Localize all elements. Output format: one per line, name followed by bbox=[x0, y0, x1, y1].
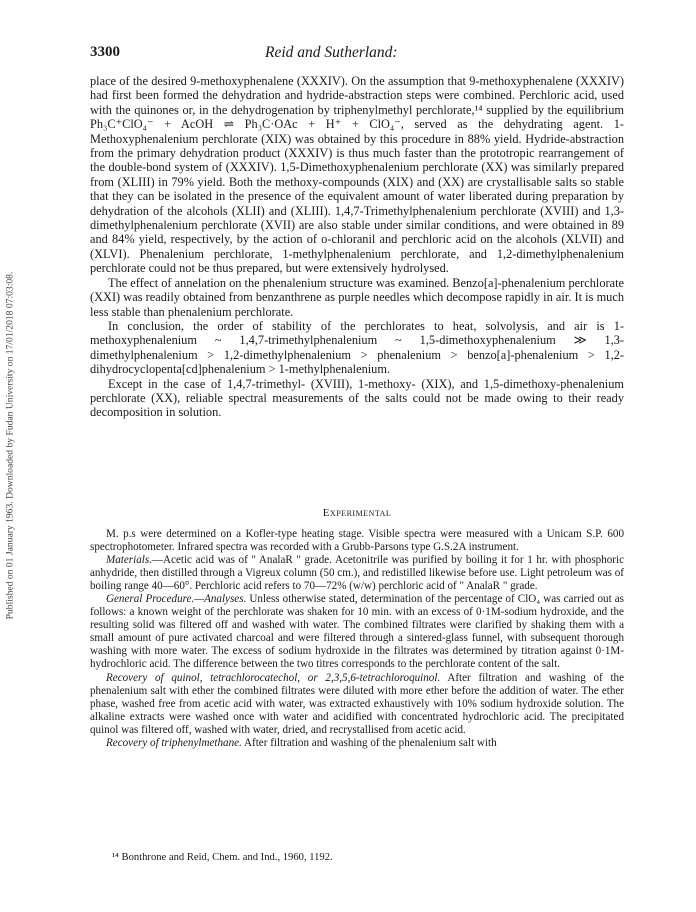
running-title: Reid and Sutherland: bbox=[265, 44, 398, 61]
section-heading: Experimental bbox=[322, 507, 392, 519]
page-header bbox=[90, 44, 625, 66]
paragraph-lead: General Procedure.—Analyses. bbox=[106, 593, 247, 606]
paragraph-body: After filtration and washing of the phenalenium salt with ether the combined filtrates were diluted with more ether before the addition of water. The ether phase, washed free from acetic acid with water, was extracted exhaustively with 10% sodium hydroxide solution. The alkaline extracts were washed once with water and acidified with concentrated hydrochloric acid. The precipitated quinol was filtered off, washed with water, dried, and recrystallised from acetic acid. bbox=[90, 671, 624, 736]
experimental-paragraph bbox=[90, 737, 624, 750]
paragraph-lead: Recovery of quinol, tetrachlorocatechol, or 2,3,5,6-tetrachloroquinol. bbox=[106, 671, 441, 684]
experimental-paragraph bbox=[90, 528, 624, 554]
experimental-section bbox=[90, 528, 624, 750]
paragraph-body: After filtration and washing of the phenalenium salt with bbox=[241, 736, 497, 749]
paragraph-body: —Acetic acid was of " AnalaR " grade. Acetonitrile was purified by boiling it for 1 hr. with phosphoric anhydride, then distilled through a Vigreux column (50 cm.), and redistilled likewise before use. Light petroleum was of boiling range 40—60°. Perchloric acid refers to 70—72% (w/w) perchloric acid of " AnalaR " grade. bbox=[90, 554, 624, 593]
paragraph: place of the desired 9-methoxyphenalene (XXXIV). On the assumption that 9-methoxyphenalene (XXXIV) had first been formed the dehydration and hydride-abstraction steps were combined. Perchloric acid, used with the quinones or, in the dehydrogenation by triphenylmethyl perchlorate,¹⁴ supplied by the equilibrium Ph₃C⁺ClO₄⁻ + AcOH ⇌ Ph₃C·OAc + H⁺ + ClO₄⁻, served as the dehydrating agent. 1-Methoxyphenalenium perchlorate (XIX) was obtained by this procedure in 88% yield. Hydride-abstraction from the primary dehydration product (XXXIV) is thus much faster than the prototropic rearrangement of the double-bond system of (XXXIV). 1,5-Dimethoxyphenalenium perchlorate (XX) was similarly prepared from (XLIII) in 79% yield. Both the methoxy-compounds (XIX) and (XX) are crystallisable salts so stable that they can be isolated in the presence of the equivalent amount of water liberated during preparation by dehydration of the alcohols (XLII) and (XLIII). 1,4,7-Trimethylphenalenium perchlorate (XVIII) and 1,3-dimethylphenalenium perchlorate (XVII) are also stable under similar conditions, and were obtained in 89 and 84% yield, respectively, by the action of o-chloranil and perchloric acid on the alcohols (XLVII) and (XLVI). Phenalenium perchlorate, 1-methylphenalenium perchlorate, and 1,2-dimethylphenalenium perchlorate could not be thus prepared, but were extensively hydrolysed. bbox=[90, 74, 624, 276]
main-text bbox=[90, 74, 624, 420]
download-watermark: Published on 01 January 1963. Downloaded by Fudan University on 17/01/2018 07:03:08. bbox=[4, 271, 16, 620]
page-number: 3300 bbox=[90, 44, 120, 60]
paragraph: Except in the case of 1,4,7-trimethyl- (XVIII), 1-methoxy- (XIX), and 1,5-dimethoxy-phenalenium perchlorate (XX), reliable spectral measurements of the salts could not be made owing to their ready decomposition in solution. bbox=[90, 376, 624, 420]
paragraph: In conclusion, the order of stability of the perchlorates to heat, solvolysis, and air is 1-methoxyphenalenium ~ 1,4,7-trimethylphenalenium ~ 1,5-dimethoxyphenalenium ≫ 1,3-dimethylphenalenium > 1,2-dimethylphenalenium > phenalenium > benzo[a]-phenalenium > 1,2-dihydrocyclopenta[cd]phenalenium > 1-methylphenalenium. bbox=[90, 318, 624, 377]
paragraph: The effect of annelation on the phenalenium structure was examined. Benzo[a]-phenalenium perchlorate (XXI) was readily obtained from benzanthrene as purple needles which decompose rapidly in air. It is much less stable than phenalenium perchlorate. bbox=[90, 275, 624, 319]
footnote: ¹⁴ Bonthrone and Reid, Chem. and Ind., 1960, 1192. bbox=[112, 852, 333, 863]
paragraph-body: M. p.s were determined on a Kofler-type heating stage. Visible spectra were measured with a Unicam S.P. 600 spectrophotometer. Infrared spectra was recorded with a Grubb-Parsons type G.S.2A instrument. bbox=[90, 528, 624, 554]
experimental-paragraph bbox=[90, 672, 624, 737]
paragraph-lead: Recovery of triphenylmethane. bbox=[106, 736, 242, 749]
paragraph-lead: Materials. bbox=[106, 554, 152, 567]
paragraph-body: Unless otherwise stated, determination of the percentage of ClO₄ was carried out as follows: a known weight of the perchlorate was shaken for 10 min. with an excess of 0·1M-sodium hydroxide, and the resulting solid was filtered off and washed with water. The combined filtrates were clarified by shaking them with a small amount of pure activated charcoal and were filtered through a sintered-glass funnel, with subsequent thorough washing with more water. The excess of sodium hydroxide in the filtrates was determined by titration against 0·1M-hydrochloric acid. The difference between the two titres corresponds to the perchlorate content of the salt. bbox=[90, 593, 624, 671]
experimental-paragraph bbox=[90, 593, 624, 671]
experimental-paragraph bbox=[90, 554, 624, 593]
